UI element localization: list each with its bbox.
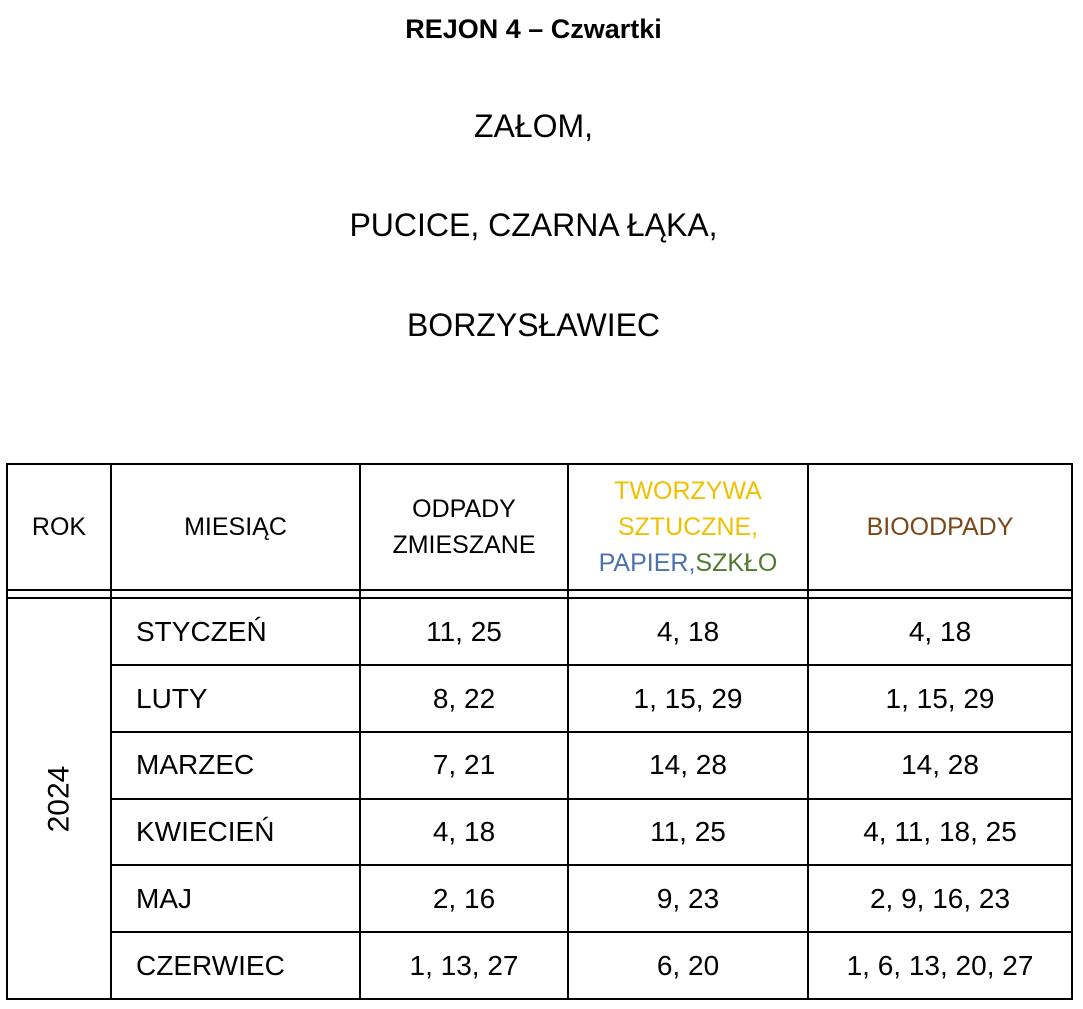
header-miesiac: MIESIĄC — [111, 464, 360, 590]
month-cell: CZERWIEC — [111, 932, 360, 999]
header-odpady-zmieszane — [360, 464, 568, 590]
table-row — [7, 932, 1072, 999]
header-szklo: SZKŁO — [695, 549, 778, 578]
header-spacer — [7, 590, 1072, 598]
tworzywa-dates: 1, 15, 29 — [568, 665, 808, 732]
table-row — [7, 799, 1072, 866]
bio-dates: 14, 28 — [808, 732, 1072, 799]
tworzywa-dates: 11, 25 — [568, 799, 808, 866]
month-cell: MAJ — [111, 865, 360, 932]
header-odpady-line2: ZMIESZANE — [392, 531, 536, 560]
bio-dates: 1, 15, 29 — [808, 665, 1072, 732]
header-odpady-line1: ODPADY — [412, 495, 516, 524]
month-cell: STYCZEŃ — [111, 598, 360, 665]
location-line-2: PUCICE, CZARNA ŁĄKA, — [349, 207, 718, 243]
tworzywa-dates: 6, 20 — [568, 932, 808, 999]
header-rok: ROK — [7, 464, 111, 590]
zmieszane-dates: 1, 13, 27 — [360, 932, 568, 999]
table-row — [7, 865, 1072, 932]
tworzywa-dates: 9, 23 — [568, 865, 808, 932]
document-title: REJON 4 – Czwartki — [405, 14, 662, 44]
zmieszane-dates: 4, 18 — [360, 799, 568, 866]
month-cell: LUTY — [111, 665, 360, 732]
zmieszane-dates: 8, 22 — [360, 665, 568, 732]
bio-dates: 4, 11, 18, 25 — [808, 799, 1072, 866]
tworzywa-dates: 14, 28 — [568, 732, 808, 799]
table-row — [7, 732, 1072, 799]
month-cell: MARZEC — [111, 732, 360, 799]
zmieszane-dates: 7, 21 — [360, 732, 568, 799]
header-tworzywa-line1: TWORZYWA — [614, 477, 762, 506]
header-tworzywa-papier-szklo — [568, 464, 808, 590]
header-papier-szklo — [569, 545, 807, 581]
table-header-row — [7, 464, 1072, 590]
header-papier: PAPIER, — [598, 549, 696, 578]
header-tworzywa-line2: SZTUCZNE, — [617, 513, 759, 542]
zmieszane-dates: 11, 25 — [360, 598, 568, 665]
year-label: 2024 — [42, 765, 75, 833]
bio-dates: 1, 6, 13, 20, 27 — [808, 932, 1072, 999]
bio-dates: 2, 9, 16, 23 — [808, 865, 1072, 932]
month-cell: KWIECIEŃ — [111, 799, 360, 866]
location-line-1: ZAŁOM, — [473, 108, 594, 144]
tworzywa-dates: 4, 18 — [568, 598, 808, 665]
header-bioodpady: BIOODPADY — [808, 464, 1072, 590]
table-row — [7, 598, 1072, 665]
table-row — [7, 665, 1072, 732]
year-cell — [7, 598, 111, 999]
location-line-3: BORZYSŁAWIEC — [406, 307, 661, 343]
bio-dates: 4, 18 — [808, 598, 1072, 665]
collection-schedule-table — [6, 463, 1073, 1000]
zmieszane-dates: 2, 16 — [360, 865, 568, 932]
